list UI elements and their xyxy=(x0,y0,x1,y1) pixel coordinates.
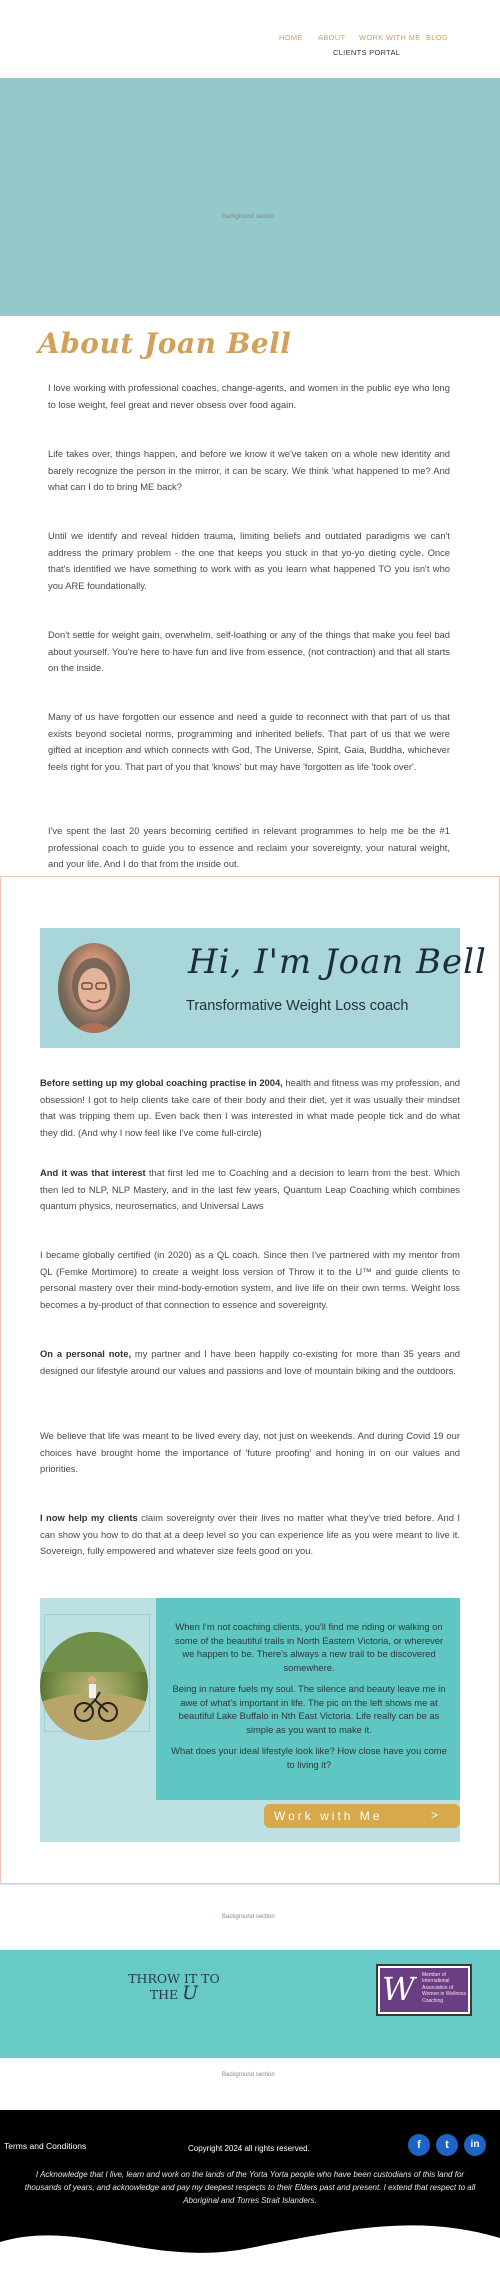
story-text-6: claim sovereignty over their lives no matter what they've tried before. And I can show you how to do that at a deep level so you can experience life as you were meant to live it. Sovereign, fully empowered and whatever size feels good on you. xyxy=(40,1512,461,1556)
main-nav xyxy=(0,30,500,60)
story-lead-4: On a personal note, xyxy=(40,1348,132,1359)
linkedin-icon[interactable]: in xyxy=(464,2134,486,2156)
story-paragraph-6 xyxy=(40,1510,460,1560)
about-paragraph-6: I've spent the last 20 years becoming certified in relevant programmes to help me be the #1 professional coach to guide you to essence and reclaim your sovereignty, your natural weight, and your life. And I do that from the inside out. xyxy=(48,825,450,869)
about-paragraph-5: Many of us have forgotten our essence and need a guide to reconnect with that part of us that exists beyond societal norms, programming and inherited beliefs. That part of us that we were gifted at inception and which connects with God, The Universe, Spirit, Gaia, Buddha, whichever feels right for you. That part of you that 'knows' but may have 'forgotten as life 'took over'. xyxy=(48,711,450,772)
lifestyle-paragraph-2: Being in nature fuels my soul. The silence and beauty leave me in awe of what's important in life. The pic on the left shows me at beautiful Lake Buffalo in Nth East Victoria. Life really can be as simple as you want to make it. xyxy=(172,1683,446,1735)
story-text-2: that first led me to Coaching and a decision to learn from the best. Which then led to NLP, NLP Mastery, and in the last few years, Quantum Leap Coaching which combines quantum physics, neurosematics, and Universal Laws xyxy=(40,1167,461,1211)
throw-it-to-the-u-logo xyxy=(128,1972,220,2002)
twitter-icon[interactable]: t xyxy=(436,2134,458,2156)
lifestyle-paragraph-3: What does your ideal lifestyle look like? How close have you come to living it? xyxy=(171,1745,447,1770)
facebook-icon[interactable]: f xyxy=(408,2134,430,2156)
nav-blog-link[interactable]: BLOG xyxy=(426,33,449,42)
intro-subtitle: Transformative Weight Loss coach xyxy=(186,998,409,1014)
story-text-3: I became globally certified (in 2020) as a QL coach. Since then I've partnered with my mentor from QL (Femke Mortimore) to create a weight loss version of Throw it to the U™ and guide clients to personal mastery over their mind-body-emotion system, and live life on their own terms. Weight loss becomes a by-product of that connection to essence and sovereignty. xyxy=(40,1249,460,1310)
footer-wave-decoration xyxy=(0,2208,500,2292)
story-lead-2: And it was that interest xyxy=(40,1167,146,1178)
about-heading: About Joan Bell xyxy=(38,327,292,360)
story-text-5: We believe that life was meant to be lived every day, not just on weekends. And during Covid 19 our choices have brought home the importance of 'future proofing' and honing in on our values and priorities. xyxy=(40,1430,460,1474)
cyclist-image xyxy=(40,1632,148,1740)
terms-and-conditions-link[interactable]: Terms and Conditions xyxy=(4,2141,87,2151)
story-text-1: health and fitness was my profession, and obsession! I got to help clients take care of their body and their diet, yet it was usually their mindset that was tripping them up. Even back then I was interested in what made people tick and do what they did. (And why I now feel like I've come full-circle) xyxy=(40,1077,460,1138)
story-paragraph-3 xyxy=(40,1247,460,1313)
story-paragraph-5 xyxy=(40,1428,460,1478)
work-with-me-label: Work with Me xyxy=(274,1809,383,1823)
story-paragraph-4 xyxy=(40,1346,460,1379)
portrait-photo xyxy=(58,943,130,1033)
about-paragraph-1: I love working with professional coaches, change-agents, and women in the public eye who long to lose weight, feel great and never obsess over food again. xyxy=(48,382,450,410)
background-section-label: Background section xyxy=(222,1914,275,1920)
nav-clients-portal-link[interactable]: CLIENTS PORTAL xyxy=(333,48,401,57)
avatar xyxy=(58,943,130,1033)
logo-line-2 xyxy=(128,1982,220,2004)
nav-work-with-me-link[interactable]: WORK WITH ME xyxy=(359,33,421,42)
story-paragraph-1 xyxy=(40,1075,460,1141)
about-paragraph-4: Don't settle for weight gain, overwhelm, self-loathing or any of the things that make you feel bad about yourself. You're here to have fun and live from essence, (not contraction) and that all starts on the inside. xyxy=(48,629,450,673)
land-acknowledgement: I Acknowledge that I live, learn and work on the lands of the Yorta Yorta people who have been custodians of this land for thousands of years, and acknowledge and pay my deepest respects to their Elders past and present. I extend that respect to all Aboriginal and Torres Strait Islanders. xyxy=(24,2170,476,2205)
iawwc-w-mark: W xyxy=(382,1970,415,2008)
story-text-4: my partner and I have been happily co-existing for more than 35 years and designed our lifestyle around our values and passions and love of mountain biking and the outdoors. xyxy=(40,1348,460,1376)
copyright-text: Copyright 2024 all rights reserved. xyxy=(188,2144,310,2153)
lifestyle-paragraph-1: When I'm not coaching clients, you'll find me riding or walking on some of the beautiful trails in North Eastern Victoria, or wherever we happen to be. There's always a new trail to be discovered somewhere. xyxy=(174,1621,444,1673)
story-paragraph-2 xyxy=(40,1165,460,1215)
hero-background-section xyxy=(0,78,500,316)
about-paragraph-2: Life takes over, things happen, and before we know it we've taken on a whole new identity and barely recognize the person in the mirror, it can be scary. We think 'what happened to me? And what can I do to bring ME back? xyxy=(48,448,450,492)
nav-home-link[interactable]: HOME xyxy=(279,33,303,42)
story-lead-6: I now help my clients xyxy=(40,1512,138,1523)
background-section-label: Background section xyxy=(222,2072,275,2078)
iawwc-badge-text: Member of International Association of Women in Wellness Coaching xyxy=(422,1972,466,2004)
logo-u-text: U xyxy=(182,1982,199,2004)
logo-line-1: THROW IT TO xyxy=(128,1971,220,1986)
story-lead-1: Before setting up my global coaching practise in 2004, xyxy=(40,1077,283,1088)
work-with-me-button[interactable] xyxy=(264,1804,460,1828)
cycling-photo xyxy=(40,1632,148,1740)
intro-greeting: Hi, I'm Joan Bell xyxy=(188,942,487,982)
divider xyxy=(0,1884,500,1885)
chevron-right-icon: > xyxy=(430,1808,438,1822)
nav-about-link[interactable]: ABOUT xyxy=(318,33,346,42)
background-section-label: Background section xyxy=(222,214,275,220)
about-paragraph-3: Until we identify and reveal hidden trauma, limiting beliefs and outdated paradigms we can't address the primary problem - the one that keeps you stuck in that yo-yo dieting cycle. Once that's identified we have something to work with as you learn what happened TO you isn't who you ARE foundationally. xyxy=(48,530,450,591)
logo-the-text: THE xyxy=(149,1987,179,2002)
